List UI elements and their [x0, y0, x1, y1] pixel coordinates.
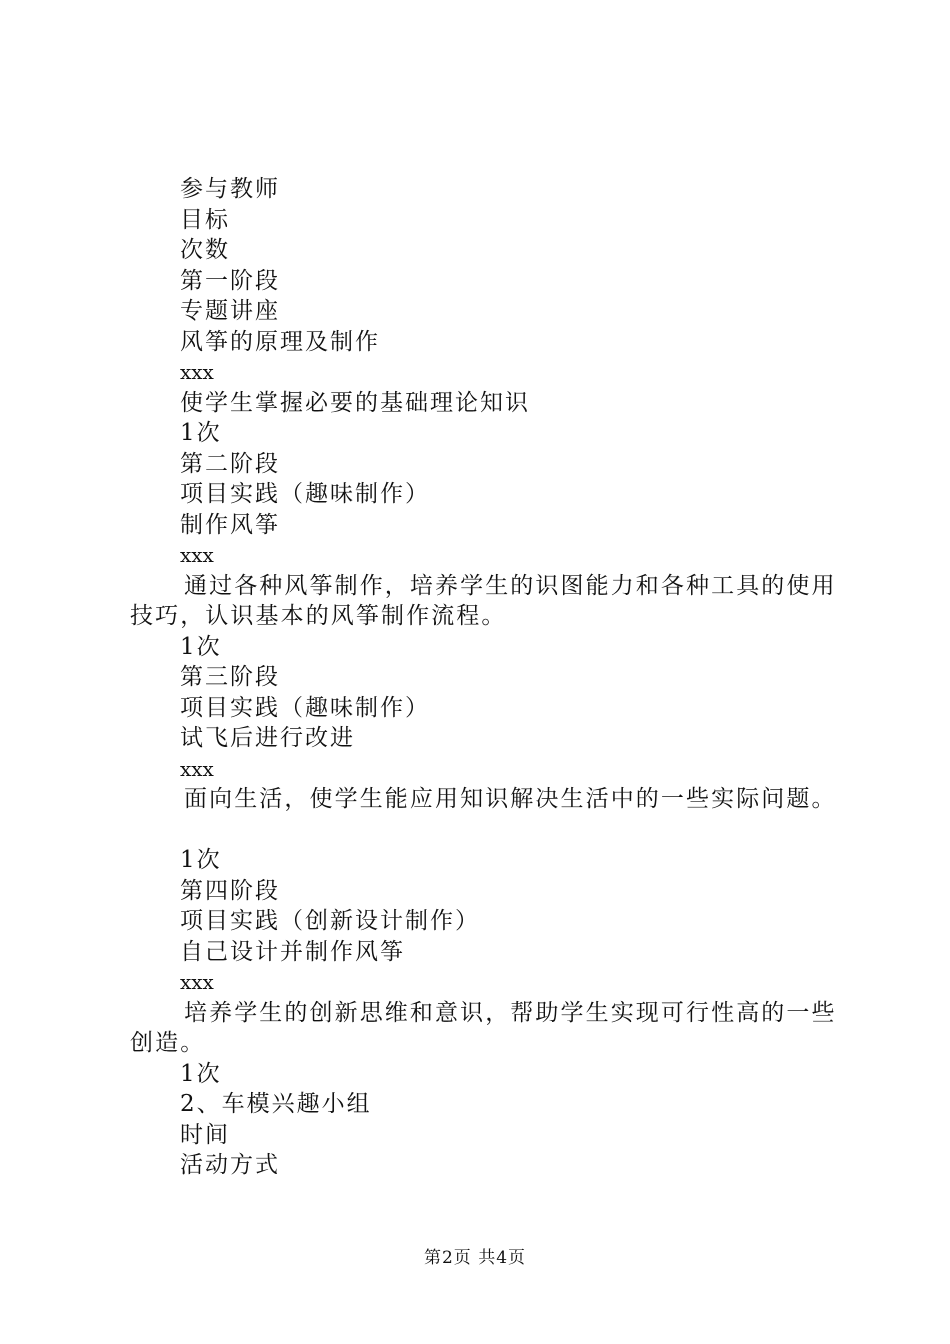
paragraph: 培养学生的创新思维和意识，帮助学生实现可行性高的一些创造。	[130, 999, 837, 1056]
text-line: 1次	[180, 633, 222, 660]
text-line: 第一阶段	[180, 267, 280, 294]
text-line: 制作风筝	[180, 511, 280, 538]
text-line: 使学生掌握必要的基础理论知识	[180, 389, 530, 416]
text-line: 项目实践（趣味制作）	[180, 481, 430, 507]
text-line: 项目实践（创新设计制作）	[180, 908, 480, 934]
text-line: 1次	[180, 847, 222, 873]
text-line: 1次	[180, 1060, 222, 1087]
text-line: 试飞后进行改进	[180, 725, 355, 751]
text-line: 目标	[180, 206, 230, 233]
text-line: 项目实践（趣味制作）	[180, 694, 430, 721]
text-line: 风筝的原理及制作	[180, 328, 380, 355]
text-line: xxx	[180, 360, 214, 384]
text-line: xxx	[180, 543, 214, 567]
text-line: 次数	[180, 237, 230, 263]
paragraph: 面向生活，使学生能应用知识解决生活中的一些实际问题。	[184, 786, 837, 812]
text-line: 2、车模兴趣小组	[180, 1091, 372, 1117]
text-line: 时间	[180, 1121, 230, 1148]
text-line: 自己设计并制作风筝	[180, 938, 405, 965]
document-body	[130, 174, 850, 1181]
text-line: xxx	[180, 756, 214, 781]
text-line: 第二阶段	[180, 450, 280, 477]
text-line: 1次	[180, 420, 222, 446]
paragraph: 通过各种风筝制作，培养学生的识图能力和各种工具的使用技巧，认识基本的风筝制作流程。	[130, 572, 837, 629]
text-line: xxx	[180, 970, 214, 994]
text-line: 参与教师	[180, 176, 280, 202]
text-line: 专题讲座	[180, 298, 280, 324]
text-line: 活动方式	[180, 1152, 280, 1178]
text-line: 第四阶段	[180, 877, 280, 904]
text-line: 第三阶段	[180, 664, 280, 690]
blank-line	[130, 815, 850, 846]
page-number-footer: 第2页 共4页	[423, 1248, 527, 1268]
